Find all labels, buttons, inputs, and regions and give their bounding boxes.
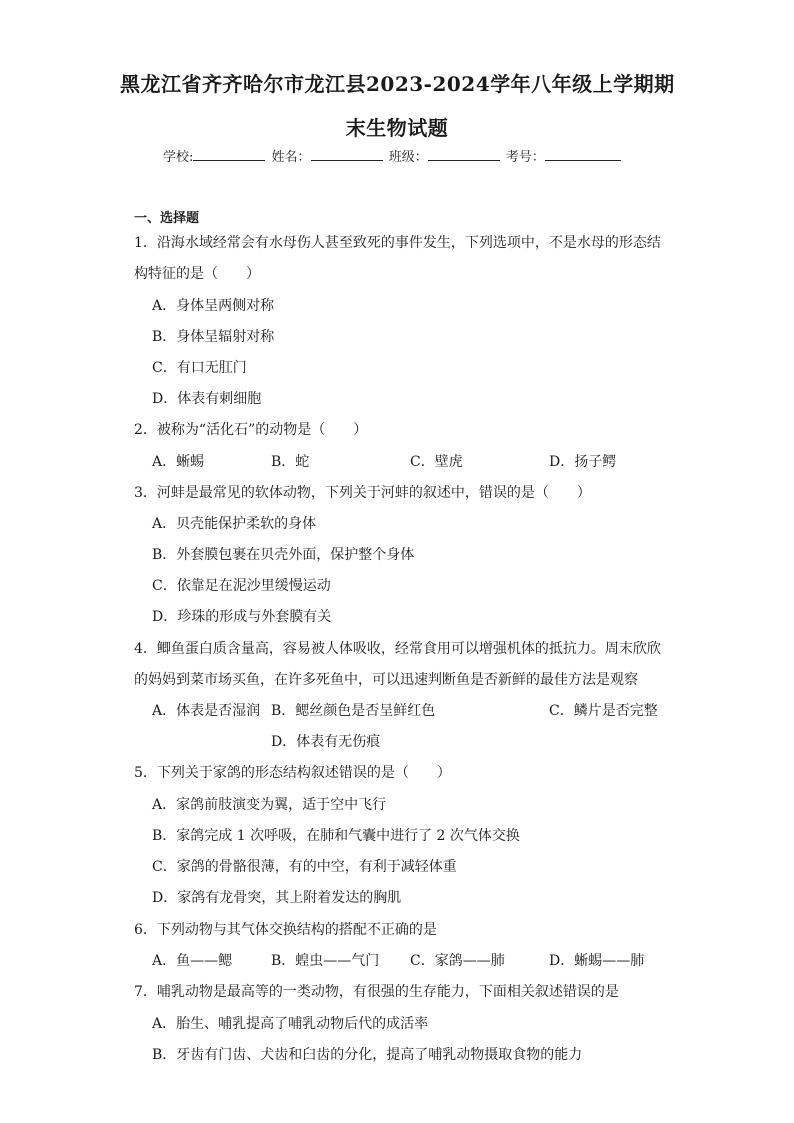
question-6-option-a[interactable]: A．鱼——鳃 — [152, 953, 233, 969]
question-3-option-c[interactable]: C．依靠足在泥沙里缓慢运动 — [152, 578, 331, 594]
question-3-line1: 3．河蚌是最常见的软体动物，下列关于河蚌的叙述中，错误的是（ ） — [134, 485, 591, 501]
question-2-option-c[interactable]: C．壁虎 — [410, 454, 463, 470]
question-1-option-b[interactable]: B．身体呈辐射对称 — [152, 329, 275, 345]
name-blank[interactable] — [311, 148, 383, 161]
question-5-option-a[interactable]: A．家鸽前肢演变为翼，适于空中飞行 — [152, 797, 387, 813]
question-1-line2: 构特征的是（ ） — [134, 266, 260, 282]
question-4-option-d[interactable]: D．体表有无伤痕 — [271, 734, 381, 750]
question-2-line1: 2．被称为“活化石”的动物是（ ） — [134, 422, 368, 438]
question-4-option-c[interactable]: C．鳞片是否完整 — [549, 703, 658, 719]
school-label: 学校: — [163, 150, 194, 165]
question-4-line1: 4．鲫鱼蛋白质含量高，容易被人体吸收，经常食用可以增强机体的抵抗力。周末欣欣 — [134, 641, 661, 657]
question-3-option-a[interactable]: A．贝壳能保护柔软的身体 — [152, 516, 317, 532]
question-7-line1: 7．哺乳动物是最高等的一类动物，有很强的生存能力，下面相关叙述错误的是 — [134, 984, 619, 1000]
question-2-option-b[interactable]: B．蛇 — [271, 454, 310, 470]
question-3-option-b[interactable]: B．外套膜包裹在贝壳外面，保护整个身体 — [152, 547, 415, 563]
question-1-option-c[interactable]: C．有口无肛门 — [152, 360, 247, 376]
question-5-option-b[interactable]: B．家鸽完成 1 次呼吸，在肺和气囊中进行了 2 次气体交换 — [152, 828, 520, 844]
question-4-line2: 的妈妈到菜市场买鱼，在许多死鱼中，可以迅速判断鱼是否新鲜的最佳方法是观察 — [134, 672, 638, 688]
class-label: 班级： — [388, 150, 428, 165]
question-6-option-c[interactable]: C．家鸽——肺 — [410, 953, 505, 969]
question-2-option-d[interactable]: D．扬子鳄 — [549, 454, 617, 470]
school-blank[interactable] — [193, 148, 265, 161]
question-5-line1: 5．下列关于家鸽的形态结构叙述错误的是（ ） — [134, 765, 451, 781]
class-blank[interactable] — [428, 148, 500, 161]
exam-title-line2: 末生物试题 — [345, 116, 449, 140]
question-1-option-a[interactable]: A．身体呈两侧对称 — [152, 298, 275, 314]
question-7-option-a[interactable]: A．胎生、哺乳提高了哺乳动物后代的成活率 — [152, 1016, 429, 1032]
question-6-line1: 6．下列动物与其气体交换结构的搭配不正确的是 — [134, 922, 437, 938]
exam-title-line1: 黑龙江省齐齐哈尔市龙江县2023-2024学年八年级上学期期 — [120, 72, 675, 96]
exam-number-blank[interactable] — [545, 148, 621, 161]
question-6-option-b[interactable]: B．蝗虫——气门 — [271, 953, 380, 969]
question-3-option-d[interactable]: D．珍珠的形成与外套膜有关 — [152, 609, 332, 625]
question-6-option-d[interactable]: D．蜥蜴——肺 — [549, 953, 645, 969]
question-4-option-b[interactable]: B．鳃丝颜色是否呈鲜红色 — [271, 703, 436, 719]
question-1-line1: 1．沿海水域经常会有水母伤人甚至致死的事件发生，下列选项中，不是水母的形态结 — [134, 235, 661, 251]
question-4-option-a[interactable]: A．体表是否湿润 — [152, 703, 261, 719]
name-label: 姓名： — [271, 150, 311, 165]
question-2-option-a[interactable]: A．蜥蜴 — [152, 454, 205, 470]
question-7-option-b[interactable]: B．牙齿有门齿、犬齿和臼齿的分化，提高了哺乳动物摄取食物的能力 — [152, 1047, 583, 1063]
exam-number-label: 考号： — [505, 150, 545, 165]
question-5-option-c[interactable]: C．家鸽的骨骼很薄，有的中空，有利于减轻体重 — [152, 859, 457, 875]
question-5-option-d[interactable]: D．家鸽有龙骨突，其上附着发达的胸肌 — [152, 890, 402, 906]
student-info-row — [163, 146, 623, 165]
section-heading: 一、选择题 — [134, 211, 200, 226]
question-1-option-d[interactable]: D．体表有刺细胞 — [152, 391, 262, 407]
